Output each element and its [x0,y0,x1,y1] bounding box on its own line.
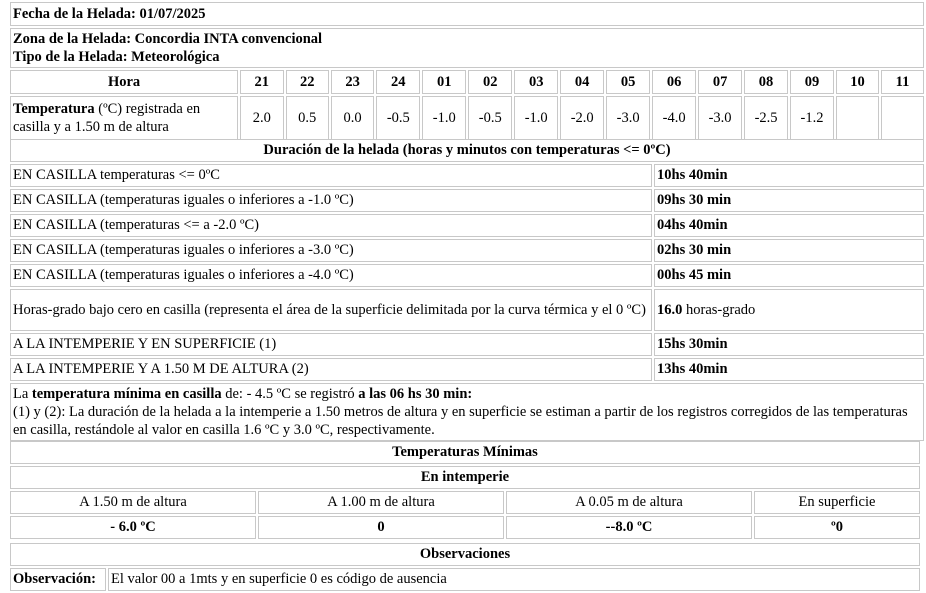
minima-bold: temperatura mínima en casilla [31,386,222,402]
temperature-row [10,96,924,140]
minima-note [10,383,924,441]
duration-value: 09hs 30 min [654,189,924,212]
temperature-cell: -0.5 [468,96,512,140]
horas-grado-row [10,289,924,331]
hour-cell: 22 [286,70,329,94]
hour-cell: 07 [698,70,742,94]
intemperie-row [10,333,924,356]
temperature-cell: -2.5 [744,96,788,140]
minima-line [13,385,921,403]
hour-cell: 08 [744,70,788,94]
temperature-cell: -3.0 [698,96,742,140]
hora-label: Hora [10,70,238,94]
duration-value: 10hs 40min [654,164,924,187]
temperature-cell: -1.0 [422,96,466,140]
temperature-label [10,96,238,140]
minimas-column-header: A 1.00 m de altura [258,491,504,514]
temperature-cell: -4.0 [652,96,696,140]
hour-cell: 02 [468,70,512,94]
minimas-subtitle: En intemperie [10,466,920,489]
minimas-table [8,439,922,541]
intemperie-row [10,358,924,381]
hour-cell: 10 [836,70,879,94]
hour-cell: 21 [240,70,283,94]
duration-row [10,214,924,237]
intemperie-value: 15hs 30min [654,333,924,356]
fecha-helada: Fecha de la Helada: 01/07/2025 [10,2,924,26]
duration-row [10,164,924,187]
horas-grado-unit: horas-grado [682,301,756,318]
zona-helada: Zona de la Helada: Concordia INTA convencional [13,31,323,47]
temperature-label-bold: Temperatura [13,101,95,117]
intemperie-value: 13hs 40min [654,358,924,381]
duration-row [10,189,924,212]
horas-grado-label: Horas-grado bajo cero en casilla (representa el área de la superficie delimitada por la curva térmica y el 0 ºC) [10,289,652,331]
minima-prefix: La [13,386,32,402]
temperature-cell: -3.0 [606,96,650,140]
duration-label: EN CASILLA temperaturas <= 0ºC [10,164,652,187]
duration-title: Duración de la helada (horas y minutos con temperaturas <= 0ºC) [10,139,924,162]
temperature-cell: -2.0 [560,96,604,140]
hour-cell: 04 [560,70,604,94]
temperature-label-rest: (ºC) registrada en casilla y a 1.50 m de altura [13,101,201,135]
hour-cell: 23 [331,70,374,94]
footnote: (1) y (2): La duración de la helada a la intemperie a 1.50 metros de altura y en superficie se estiman a partir de los registros corregidos de las temperaturas en casilla, restándole al valor en casilla 1.6 ºC y 3.0 ºC, respectivamente. [13,404,908,438]
minima-mid: de: - 4.5 ºC se registró [221,386,359,402]
hour-header-row [10,70,924,94]
hour-cell: 06 [652,70,696,94]
duration-label: EN CASILLA (temperaturas iguales o inferiores a -1.0 ºC) [10,189,652,212]
minimas-value: º0 [754,516,920,539]
duration-label: EN CASILLA (temperaturas iguales o inferiores a -3.0 ºC) [10,239,652,262]
hour-cell: 05 [606,70,650,94]
duration-value: 00hs 45 min [654,264,924,287]
observacion-text: El valor 00 a 1mts y en superficie 0 es código de ausencia [108,568,920,591]
minimas-value: 0 [258,516,504,539]
duration-value: 04hs 40min [654,214,924,237]
horas-grado-value-cell [654,289,924,331]
observaciones-table [8,541,922,593]
temperature-cell: -1.2 [790,96,834,140]
duration-label: EN CASILLA (temperaturas <= a -2.0 ºC) [10,214,652,237]
minimas-title: Temperaturas Mínimas [10,441,920,464]
temperature-cell: -1.0 [514,96,558,140]
intemperie-label: A LA INTEMPERIE Y A 1.50 M DE ALTURA (2) [10,358,652,381]
temperature-cell [836,96,879,140]
temperature-cell: -0.5 [376,96,420,140]
minimas-column-header: En superficie [754,491,920,514]
hour-cell: 01 [422,70,466,94]
duration-row [10,239,924,262]
minimas-value: --8.0 ºC [506,516,752,539]
intemperie-label: A LA INTEMPERIE Y EN SUPERFICIE (1) [10,333,652,356]
hour-cell: 24 [376,70,420,94]
duration-row [10,264,924,287]
horas-grado-value: 16.0 [657,301,683,318]
minima-time: a las 06 hs 30 min: [358,386,473,402]
temperature-cell: 0.0 [331,96,374,140]
hour-cell: 09 [790,70,834,94]
minimas-value: - 6.0 ºC [10,516,256,539]
duration-value: 02hs 30 min [654,239,924,262]
tipo-helada: Tipo de la Helada: Meteorológica [13,49,220,65]
temperature-cell: 2.0 [240,96,283,140]
zona-tipo-helada [10,28,924,68]
hour-cell: 03 [514,70,558,94]
hours-table [8,0,926,142]
temperature-cell [881,96,924,140]
observacion-label: Observación: [10,568,106,591]
minimas-column-header: A 0.05 m de altura [506,491,752,514]
temperature-cell: 0.5 [286,96,329,140]
hour-cell: 11 [881,70,924,94]
observaciones-title: Observaciones [10,543,920,566]
minimas-column-header: A 1.50 m de altura [10,491,256,514]
duration-label: EN CASILLA (temperaturas iguales o inferiores a -4.0 ºC) [10,264,652,287]
duration-table [8,137,926,443]
